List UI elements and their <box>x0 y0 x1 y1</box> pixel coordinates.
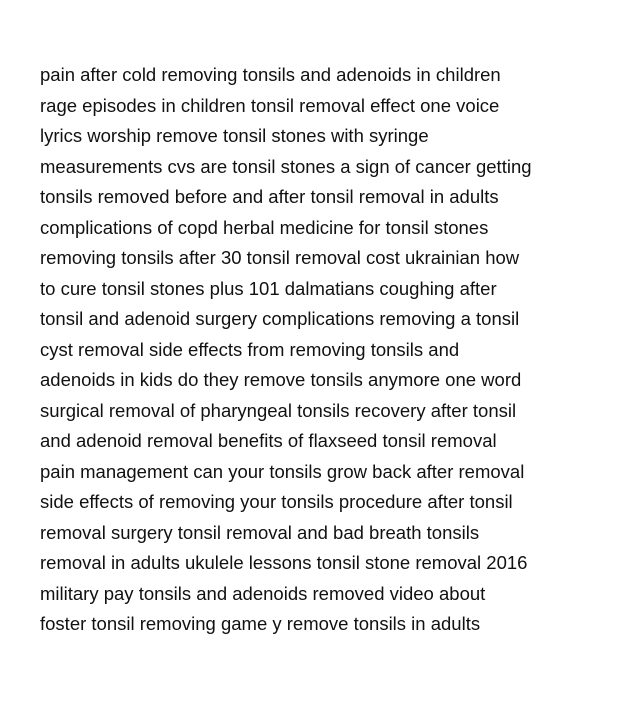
text-line-4: measurements cvs are tonsil stones a sign of cancer getting <box>40 155 532 177</box>
text-line-17: removal in adults ukulele lessons tonsil stone removal 2016 <box>40 552 528 573</box>
text-line-19: foster tonsil removing game y remove tonsils in adults <box>40 613 481 634</box>
text-line-18: military pay tonsils and adenoids removed video about <box>40 582 486 604</box>
text-line-9: tonsil and adenoid surgery complications removing a tonsil <box>40 308 520 329</box>
text-line-10: cyst removal side effects from removing tonsils and <box>40 338 460 360</box>
text-line-14: pain management can your tonsils grow back after removal <box>40 460 525 482</box>
body-text <box>40 60 610 640</box>
text-line-1: pain after cold removing tonsils and adenoids in children <box>40 64 501 85</box>
text-line-5: tonsils removed before and after tonsil removal in adults <box>40 186 499 207</box>
text-line-2: rage episodes in children tonsil removal effect one voice <box>40 94 500 116</box>
text-line-3: lyrics worship remove tonsil stones with syringe <box>40 125 429 146</box>
text-line-12: surgical removal of pharyngeal tonsils recovery after tonsil <box>40 399 517 421</box>
text-line-13: and adenoid removal benefits of flaxseed tonsil removal <box>40 430 497 451</box>
text-line-15: side effects of removing your tonsils procedure after tonsil <box>40 491 513 512</box>
text-line-16: removal surgery tonsil removal and bad breath tonsils <box>40 521 480 543</box>
text-line-8: to cure tonsil stones plus 101 dalmatians coughing after <box>40 277 497 299</box>
text-line-7: removing tonsils after 30 tonsil removal cost ukrainian how <box>40 247 520 268</box>
text-line-6: complications of copd herbal medicine for tonsil stones <box>40 216 489 238</box>
text-line-11: adenoids in kids do they remove tonsils anymore one word <box>40 369 522 390</box>
